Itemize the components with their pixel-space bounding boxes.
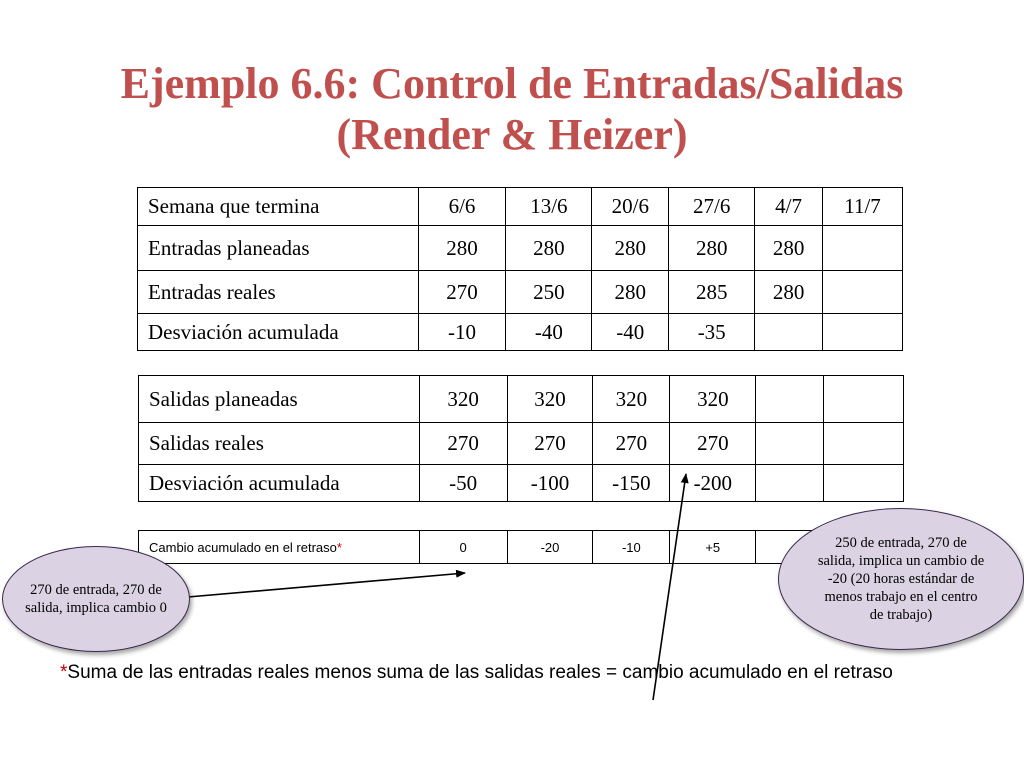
table-cell: -40	[506, 314, 592, 351]
title-line-1: Ejemplo 6.6: Control de Entradas/Salidas	[120, 59, 904, 108]
table-cell: 280	[592, 271, 669, 314]
table-cell: -40	[592, 314, 669, 351]
table-cell: -20	[507, 531, 593, 564]
arrow-left	[188, 573, 465, 597]
header-week: 11/7	[823, 188, 903, 226]
table-cell: 270	[670, 423, 756, 465]
table-cell: -50	[419, 465, 507, 502]
table-cell: -10	[593, 531, 670, 564]
footnote-text: Suma de las entradas reales menos suma de las salidas reales = cambio acumulado en el retraso	[67, 662, 893, 683]
header-week: 6/6	[418, 188, 506, 226]
table-cell: 270	[593, 423, 670, 465]
table-cell: 280	[669, 226, 755, 271]
footnote	[60, 659, 960, 687]
table-cell: -150	[593, 465, 670, 502]
row-label: Desviación acumulada	[138, 314, 419, 351]
table-cell: +5	[670, 531, 756, 564]
table-cell: 270	[418, 271, 506, 314]
footnote-marker: *	[60, 662, 68, 683]
table-cell: 280	[592, 226, 669, 271]
table-cell: 250	[506, 271, 592, 314]
table-cell: -10	[418, 314, 506, 351]
callout-right	[778, 508, 1024, 650]
callout-right-text: 250 de entrada, 270 de salida, implica un cambio de -20 (20 horas estándar de menos trabajo en el centro de trabajo)	[817, 535, 985, 623]
table-cell: -35	[669, 314, 755, 351]
table-cell: 320	[593, 376, 670, 423]
row-label: Salidas reales	[139, 423, 420, 465]
row-label: Desviación acumulada	[139, 465, 420, 502]
table-cell: 270	[419, 423, 507, 465]
header-week: 20/6	[592, 188, 669, 226]
table-cell: 320	[670, 376, 756, 423]
table-cell: -100	[507, 465, 593, 502]
table-cell: 270	[507, 423, 593, 465]
title-line-2: (Render & Heizer)	[336, 110, 688, 159]
row-label: Entradas reales	[138, 271, 419, 314]
header-week: 4/7	[755, 188, 823, 226]
table-cell: 280	[755, 271, 823, 314]
header-week: 27/6	[669, 188, 755, 226]
header-label: Semana que termina	[138, 188, 419, 226]
table-cell: 280	[755, 226, 823, 271]
backlog-label: Cambio acumulado en el retraso	[149, 539, 337, 555]
asterisk-marker: *	[336, 539, 342, 555]
table-cell: 280	[506, 226, 592, 271]
row-label: Entradas planeadas	[138, 226, 419, 271]
table-cell: 320	[507, 376, 593, 423]
row-label: Salidas planeadas	[139, 376, 420, 423]
callout-left	[2, 546, 190, 652]
table-cell: 320	[419, 376, 507, 423]
table-cell: 280	[418, 226, 506, 271]
table-cell: 285	[669, 271, 755, 314]
table-cell: 0	[419, 531, 507, 564]
callout-left-text: 270 de entrada, 270 de salida, implica cambio 0	[25, 582, 167, 616]
table-cell: -200	[670, 465, 756, 502]
header-week: 13/6	[506, 188, 592, 226]
